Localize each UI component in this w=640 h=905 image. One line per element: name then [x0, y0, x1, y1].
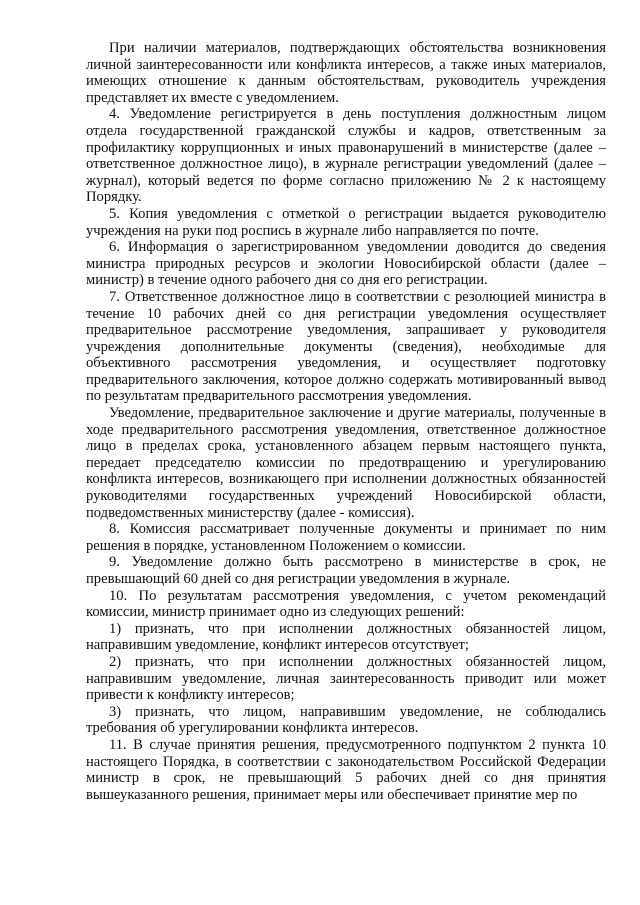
paragraph-item-7-continued: Уведомление, предварительное заключение и другие материалы, полученные в ходе предварительного рассмотрения уведомления, ответственное должностное лицо в пределах срока, установленного абзацем первым настоящего пункта, передает председателю комиссии по предотвращению и урегулированию конфликта интересов, возникающего при исполнении должностных обязанностей руководителями государственных учреждений Новосибирской области, подведомственных министерству (далее - комиссия).	[86, 405, 606, 521]
paragraph-item-4: 4. Уведомление регистрируется в день поступления должностным лицом отдела государственной гражданской службы и кадров, ответственным за профилактику коррупционных и иных правонарушений в министерстве (далее – ответственное должностное лицо), в журнале регистрации уведомлений (далее – журнал), который ведется по форме согласно приложению № 2 к настоящему Порядку.	[86, 106, 606, 206]
paragraph-subitem-2: 2) признать, что при исполнении должностных обязанностей лицом, направившим уведомление, личная заинтересованность приводит или может привести к конфликту интересов;	[86, 653, 606, 704]
paragraph-subitem-3: 3) признать, что лицом, направившим уведомление, не соблюдались требования об урегулировании конфликта интересов.	[86, 703, 606, 737]
document-page	[86, 40, 606, 803]
paragraph-item-9: 9. Уведомление должно быть рассмотрено в министерстве в срок, не превышающий 60 дней со дня регистрации уведомления в журнале.	[86, 554, 606, 587]
paragraph-item-10: 10. По результатам рассмотрения уведомления, с учетом рекомендаций комиссии, министр принимает одно из следующих решений:	[86, 587, 606, 621]
paragraph-item-5: 5. Копия уведомления с отметкой о регистрации выдается руководителю учреждения на руки под роспись в журнале либо направляется по почте.	[86, 205, 606, 239]
paragraph-item-8: 8. Комиссия рассматривает полученные документы и принимает по ним решения в порядке, установленном Положением о комиссии.	[86, 521, 606, 554]
paragraph-item-7: 7. Ответственное должностное лицо в соответствии с резолюцией министра в течение 10 рабочих дней со дня регистрации уведомления осуществляет предварительное рассмотрение уведомления, запрашивает у руководителя учреждения дополнительные документы (сведения), необходимые для объективного рассмотрения уведомления, и осуществляет подготовку предварительного заключения, которое должно содержать мотивированный вывод по результатам предварительного рассмотрения уведомления.	[86, 288, 606, 405]
paragraph-materials: При наличии материалов, подтверждающих обстоятельства возникновения личной заинтересованности или конфликта интересов, а также иных материалов, имеющих отношение к данным обстоятельствам, руководитель учреждения представляет их вместе с уведомлением.	[86, 40, 606, 106]
paragraph-item-6: 6. Информация о зарегистрированном уведомлении доводится до сведения министра природных ресурсов и экологии Новосибирской области (далее – министр) в течение одного рабочего дня со дня его регистрации.	[86, 239, 606, 289]
paragraph-item-11: 11. В случае принятия решения, предусмотренного подпунктом 2 пункта 10 настоящего Порядка, в соответствии с законодательством Российской Федерации министр в срок, не превышающий 5 рабочих дней со дня принятия вышеуказанного решения, принимает меры или обеспечивает принятие мер по	[86, 736, 606, 803]
paragraph-subitem-1: 1) признать, что при исполнении должностных обязанностей лицом, направившим уведомление, конфликт интересов отсутствует;	[86, 620, 606, 654]
